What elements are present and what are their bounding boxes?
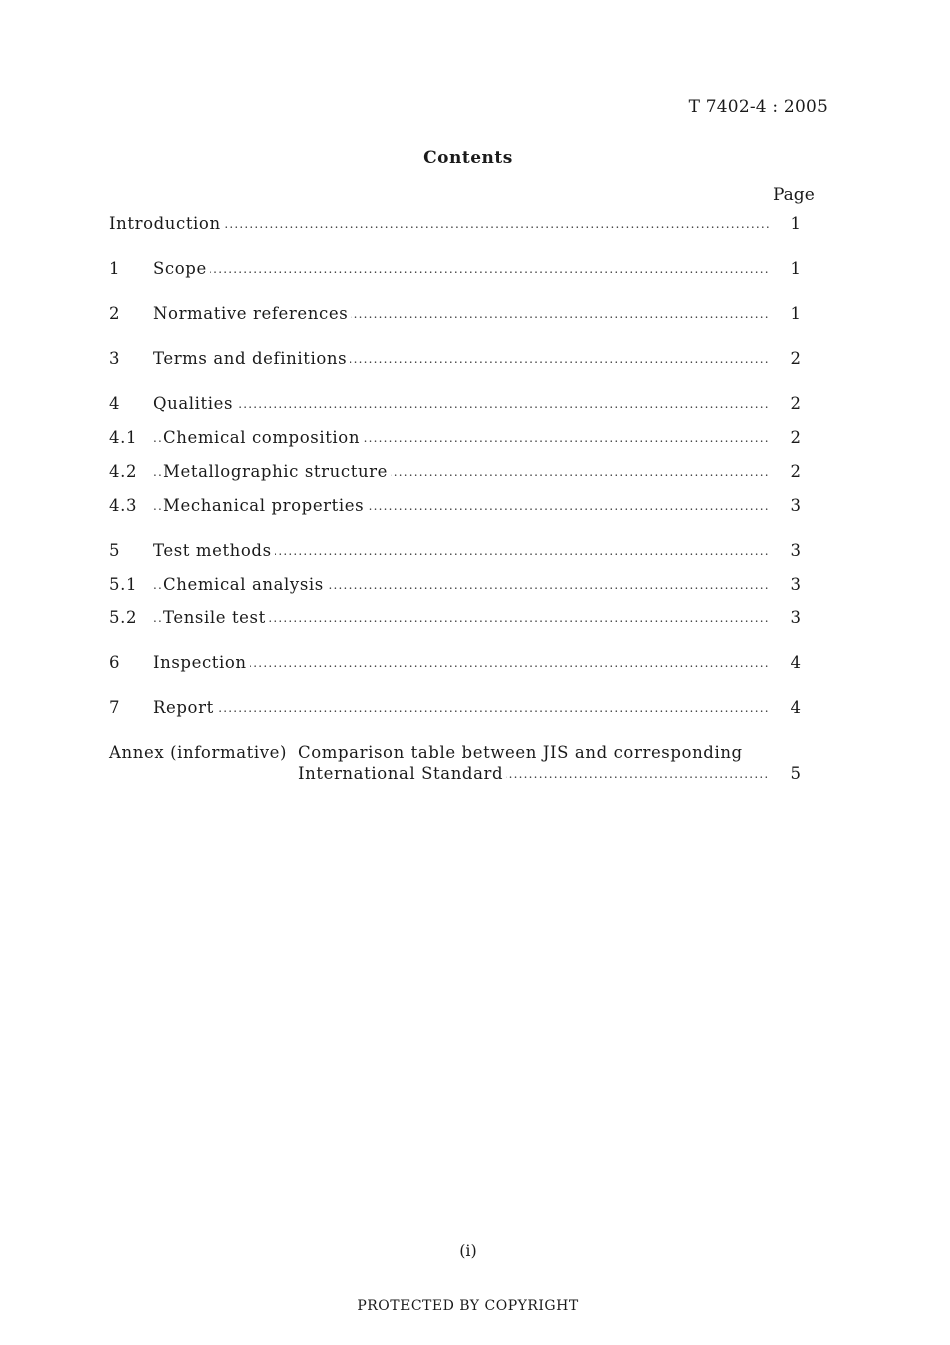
toc-entry-introduction[interactable]: [109, 213, 806, 235]
toc-entry-title: Metallographic structure: [163, 461, 391, 483]
toc-entry-title: Mechanical properties: [163, 495, 367, 517]
toc-entry-annex[interactable]: [109, 743, 806, 787]
document-id: T 7402-4 : 2005: [688, 97, 828, 117]
page-title: Contents: [423, 148, 513, 168]
toc-entry-page: 2: [790, 394, 802, 413]
toc-entry-report[interactable]: [109, 697, 806, 719]
toc-entry-title: Inspection: [153, 652, 250, 674]
toc-entry-title: Test methods: [153, 540, 275, 562]
page-folio: (i): [459, 1241, 477, 1260]
toc-entry-inspection[interactable]: [109, 652, 806, 674]
toc-entry-terms-and-definitions[interactable]: [109, 348, 806, 370]
toc-entry-page: 3: [790, 575, 802, 594]
annex-title-line1: Comparison table between JIS and corresponding: [298, 743, 743, 762]
toc-entry-chemical-analysis[interactable]: [109, 574, 806, 596]
toc-entry-number: 5.2: [109, 608, 138, 627]
annex-title-line2-row: [298, 763, 806, 785]
dot-leader: [153, 258, 770, 280]
toc-entry-scope[interactable]: [109, 258, 806, 280]
toc-entry-tensile-test[interactable]: [109, 607, 806, 629]
toc-entry-title: Introduction: [109, 213, 224, 235]
toc-entry-page: 1: [790, 214, 802, 233]
toc-entry-page: 3: [790, 541, 802, 560]
toc-entry-normative-references[interactable]: [109, 303, 806, 325]
toc-entry-title: Qualities: [153, 393, 236, 415]
annex-title-line2: International Standard: [298, 763, 506, 785]
toc-entry-number: 4.2: [109, 462, 138, 481]
toc-entry-title: Report: [153, 697, 217, 719]
toc-entry-page: 1: [790, 259, 802, 278]
toc-entry-metallographic-structure[interactable]: [109, 461, 806, 483]
toc-entry-title: Chemical composition: [163, 427, 363, 449]
toc-entry-qualities[interactable]: [109, 393, 806, 415]
toc-entry-page: 2: [790, 349, 802, 368]
toc-entry-page: 1: [790, 304, 802, 323]
toc-entry-number: 5.1: [109, 575, 138, 594]
toc-entry-title: Chemical analysis: [163, 574, 327, 596]
toc-entry-chemical-composition[interactable]: [109, 427, 806, 449]
toc-entry-page: 3: [790, 608, 802, 627]
toc-entry-page: 4: [790, 698, 802, 717]
toc-entry-number: 5: [109, 541, 121, 560]
dot-leader: [153, 393, 770, 415]
toc-entry-page: 2: [790, 462, 802, 481]
toc-entry-mechanical-properties[interactable]: [109, 495, 806, 517]
toc-entry-number: 6: [109, 653, 121, 672]
annex-label: Annex (informative): [109, 743, 288, 762]
copyright-notice: PROTECTED BY COPYRIGHT: [357, 1298, 579, 1314]
dot-leader: [153, 697, 770, 719]
toc-entry-number: 3: [109, 349, 121, 368]
toc-entry-number: 7: [109, 698, 121, 717]
toc-entry-number: 4.3: [109, 496, 138, 515]
toc-entry-title: Terms and definitions: [153, 348, 350, 370]
toc-entry-title: Normative references: [153, 303, 351, 325]
toc-entry-title: Scope: [153, 258, 210, 280]
toc-entry-number: 1: [109, 259, 121, 278]
toc-entry-number: 4: [109, 394, 121, 413]
annex-page: 5: [790, 764, 802, 783]
toc-entry-number: 4.1: [109, 428, 138, 447]
page-column-label: Page: [773, 185, 815, 205]
toc-entry-number: 2: [109, 304, 121, 323]
toc-entry-test-methods[interactable]: [109, 540, 806, 562]
toc-entry-title: Tensile test: [163, 607, 269, 629]
toc-entry-page: 4: [790, 653, 802, 672]
toc-entry-page: 3: [790, 496, 802, 515]
toc-entry-page: 2: [790, 428, 802, 447]
